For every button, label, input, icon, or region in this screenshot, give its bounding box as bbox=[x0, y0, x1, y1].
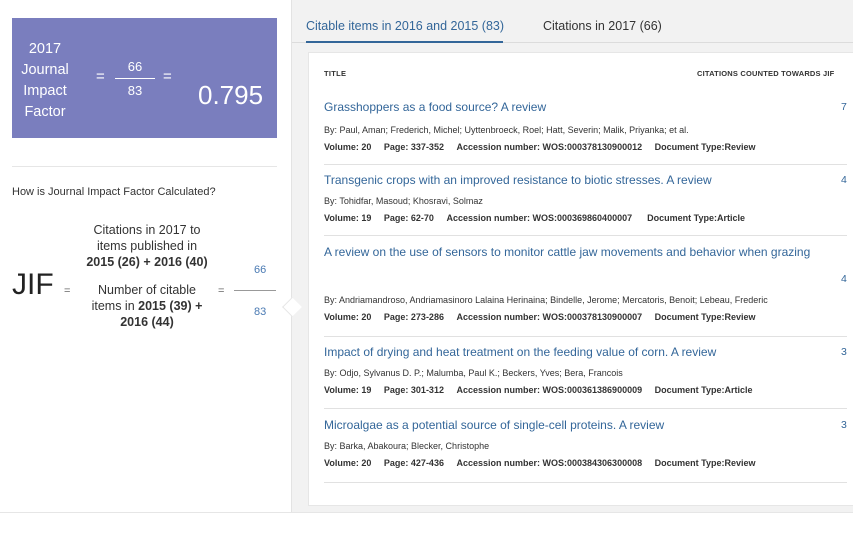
item-authors: By: Odjo, Sylvanus D. P.; Malumba, Paul K.; Beckers, Yves; Bera, Francois bbox=[324, 368, 623, 378]
item-title-link[interactable]: Transgenic crops with an improved resistance to biotic stresses. A review bbox=[324, 173, 712, 187]
divider bbox=[12, 166, 277, 167]
formula-top-line-2: items published in bbox=[96, 239, 198, 253]
item-title-link[interactable]: A review on the use of sensors to monitor cattle jaw movements and behavior when grazing bbox=[324, 245, 811, 259]
jif-formula bbox=[72, 222, 225, 330]
column-header-citations: CITATIONS COUNTED TOWARDS JIF bbox=[697, 69, 835, 78]
formula-bottom-line-3: 2016 (44) bbox=[120, 315, 174, 329]
item-meta: Volume: 19 Page: 301-312 Accession number: WOS:000361386900009 Document Type:Article bbox=[324, 385, 753, 395]
how-calculated-heading: How is Journal Impact Factor Calculated? bbox=[12, 186, 216, 198]
jif-box-equals-2: = bbox=[163, 68, 172, 85]
jif-box-fraction bbox=[115, 56, 155, 99]
item-authors: By: Paul, Aman; Frederich, Michel; Uyttenbroeck, Roel; Hatt, Severin; Malik, Priyanka; et al. bbox=[324, 125, 689, 135]
item-citation-count[interactable]: 3 bbox=[841, 419, 847, 431]
jif-symbol: JIF bbox=[12, 268, 54, 301]
formula-top-line-3: 2015 (26) + 2016 (40) bbox=[86, 255, 208, 269]
item-citation-count[interactable]: 7 bbox=[841, 101, 847, 113]
item-meta: Volume: 19 Page: 62-70 Accession number: WOS:000369860400007 Document Type:Article bbox=[324, 213, 745, 223]
column-header-title: TITLE bbox=[324, 69, 347, 78]
item-authors: By: Barka, Abakoura; Blecker, Christophe bbox=[324, 441, 490, 451]
item-citation-count[interactable]: 4 bbox=[841, 174, 847, 186]
item-meta: Volume: 20 Page: 427-436 Accession number: WOS:000384306300008 Document Type:Review bbox=[324, 458, 756, 468]
formula-denominator: 83 bbox=[254, 306, 267, 318]
item-authors: By: Tohidfar, Masoud; Khosravi, Solmaz bbox=[324, 196, 483, 206]
item-separator bbox=[324, 235, 847, 236]
active-tab-indicator bbox=[306, 41, 503, 43]
item-meta: Volume: 20 Page: 273-286 Accession number: WOS:000378130900007 Document Type:Review bbox=[324, 312, 756, 322]
jif-box-equals: = bbox=[96, 68, 105, 85]
formula-numerator: 66 bbox=[254, 264, 267, 276]
tab-citable-items[interactable]: Citable items in 2016 and 2015 (83) bbox=[306, 19, 505, 33]
jif-box-numerator: 66 bbox=[127, 59, 143, 74]
formula-equals: = bbox=[64, 285, 71, 297]
item-title-link[interactable]: Impact of drying and heat treatment on the feeding value of corn. A review bbox=[324, 345, 717, 359]
jif-box-label: 2017 Journal Impact Factor bbox=[21, 41, 69, 120]
formula-top-line-1: Citations in 2017 to bbox=[93, 223, 201, 237]
formula-fraction-bar bbox=[234, 290, 276, 291]
item-separator bbox=[324, 336, 847, 337]
fraction-bar bbox=[115, 78, 155, 79]
item-citation-count[interactable]: 4 bbox=[841, 273, 847, 285]
formula-equals-2: = bbox=[218, 285, 225, 297]
item-separator bbox=[324, 482, 847, 483]
jif-box-denominator: 83 bbox=[127, 83, 143, 98]
item-separator bbox=[324, 164, 847, 165]
items-card bbox=[308, 52, 853, 506]
item-title-link[interactable]: Microalgae as a potential source of single-cell proteins. A review bbox=[324, 418, 665, 432]
tab-citations[interactable]: Citations in 2017 (66) bbox=[543, 19, 662, 33]
item-authors: By: Andriamandroso, Andriamasinoro Lalaina Herinaina; Bindelle, Jerome; Mercatoris, Benoit; Lebeau, Frederic bbox=[324, 295, 768, 305]
item-separator bbox=[324, 408, 847, 409]
page-bottom-border bbox=[0, 512, 853, 513]
item-meta: Volume: 20 Page: 337-352 Accession number: WOS:000378130900012 Document Type:Review bbox=[324, 142, 756, 152]
formula-bottom-line-1: Number of citable bbox=[98, 283, 196, 297]
formula-bottom-line-2: items in 2015 (39) + bbox=[91, 299, 203, 313]
item-citation-count[interactable]: 3 bbox=[841, 346, 847, 358]
jif-value: 0.795 bbox=[198, 80, 264, 110]
item-title-link[interactable]: Grasshoppers as a food source? A review bbox=[324, 100, 547, 114]
jif-summary-box bbox=[12, 18, 277, 138]
